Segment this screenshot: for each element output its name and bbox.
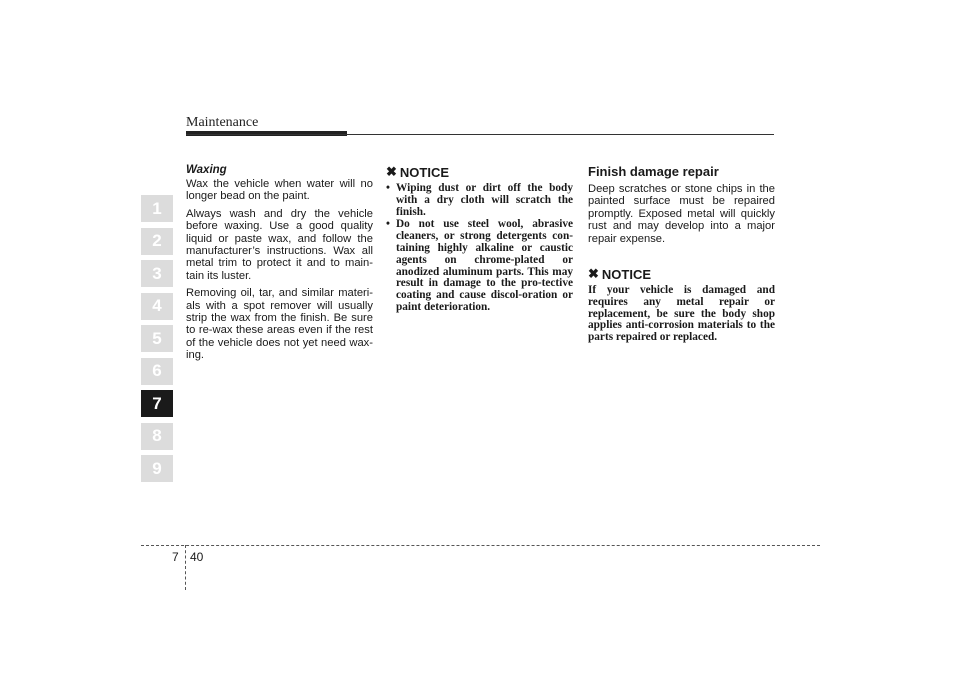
chapter-tab-1[interactable]: 1	[141, 195, 173, 222]
list-item: • Wiping dust or dirt off the body with a dry cloth will scratch the finish.	[386, 182, 573, 218]
chapter-tabs	[141, 195, 173, 488]
notice-heading	[386, 164, 573, 180]
header-rule	[186, 134, 774, 135]
footer-rule	[141, 545, 820, 546]
notice-heading-2	[588, 266, 775, 282]
footer-divider	[185, 545, 186, 590]
list-item: • Do not use steel wool, abrasive cleaners, or strong detergents con-taining highly alkaline or caustic agents on chrome-plated or anodized aluminum parts. This may result in damage to the pro-tective coating and cause discol-oration or paint deterioration.	[386, 218, 573, 313]
header-title: Maintenance	[186, 115, 259, 130]
finish-damage-paragraph: Deep scratches or stone chips in the painted surface must be repaired promptly. Exposed metal will quickly rust and may develop into a major repair expense.	[588, 183, 775, 245]
notice-cross-icon: ✖	[588, 266, 599, 282]
chapter-tab-4[interactable]: 4	[141, 293, 173, 320]
waxing-paragraph-1: Wax the vehicle when water will no longer bead on the paint.	[186, 178, 373, 203]
chapter-tab-5[interactable]: 5	[141, 325, 173, 352]
notice-item-text: Wiping dust or dirt off the body with a dry cloth will scratch the finish.	[396, 182, 573, 218]
notice-list	[386, 183, 573, 314]
column-waxing	[186, 164, 373, 367]
chapter-tab-9[interactable]: 9	[141, 455, 173, 482]
finish-damage-heading: Finish damage repair	[588, 164, 719, 179]
notice-item-text: Do not use steel wool, abrasive cleaners, or strong detergents con-taining highly alkaline or caustic agents on chrome-plated or anodized aluminum parts. This may result in damage to the pro-tective coating and cause discol-oration or paint deterioration.	[396, 218, 573, 313]
footer-chapter-number: 7	[172, 550, 179, 564]
chapter-tab-6[interactable]: 6	[141, 358, 173, 385]
chapter-tab-8[interactable]: 8	[141, 423, 173, 450]
chapter-tab-7[interactable]: 7	[141, 390, 173, 417]
notice-heading-label: NOTICE	[399, 164, 450, 180]
notice-heading-label: NOTICE	[601, 266, 652, 282]
chapter-tab-3[interactable]: 3	[141, 260, 173, 287]
column-finish-damage	[588, 164, 775, 344]
column-notice	[386, 164, 573, 315]
waxing-paragraph-3: Removing oil, tar, and similar materi-als with a spot remover will usually strip the wax from the finish. Be sure to re-wax these areas even if the rest of the vehicle does not yet need wax-ing.	[186, 287, 373, 362]
waxing-heading: Waxing	[186, 164, 227, 176]
footer-page-number: 40	[190, 550, 204, 564]
notice-cross-icon: ✖	[386, 164, 397, 179]
waxing-paragraph-2: Always wash and dry the vehicle before waxing. Use a good quality liquid or paste wax, and follow the manufacturer’s instructions. Wax all metal trim to protect it and to main-tain its luster.	[186, 207, 373, 282]
notice-text: If your vehicle is damaged and requires any metal repair or replacement, be sure the body shop applies anti-corrosion materials to the parts repaired or replaced.	[588, 284, 775, 344]
chapter-tab-2[interactable]: 2	[141, 228, 173, 255]
